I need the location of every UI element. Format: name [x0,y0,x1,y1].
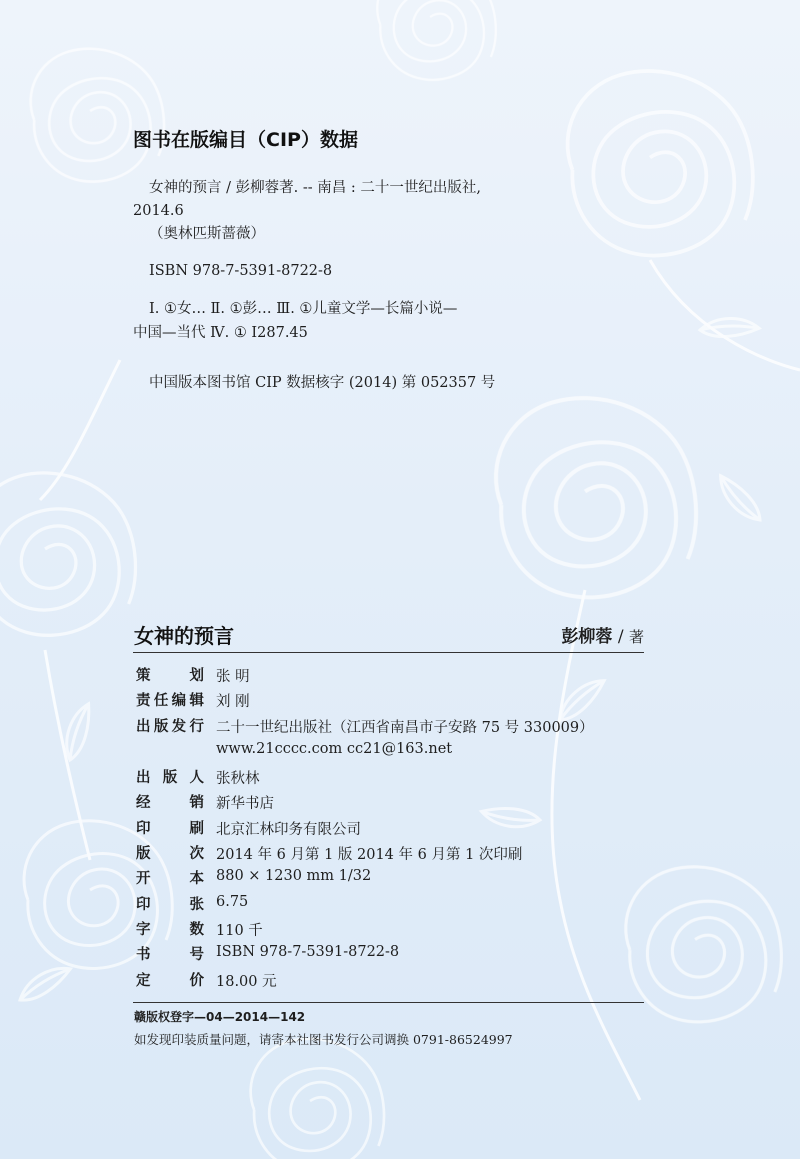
info-label-char: 策 [136,668,151,684]
info-value: 18.00 元 [216,974,277,990]
info-label-char: 划 [189,668,204,684]
info-row [136,664,646,686]
info-label-char: 印 [136,821,151,837]
info-row [136,943,646,965]
info-value: 张秋林 [216,771,260,787]
info-value: 北京汇林印务有限公司 [216,822,361,838]
info-row [136,918,646,940]
info-label-char: 版 [136,846,151,862]
info-label [136,969,204,990]
author-name: 彭柳蓉 [561,627,613,647]
cip-series-line: （奥林匹斯蔷薇） [149,226,265,242]
cip-isbn-line: ISBN 978-7-5391-8722-8 [149,263,333,279]
info-label [136,766,204,787]
author-role: 著 [628,628,644,646]
info-label-char: 次 [189,846,204,862]
info-label-char: 版 [162,770,178,786]
info-label-char: 人 [189,770,204,786]
title-divider [133,652,644,653]
cip-title-line: 女神的预言 / 彭柳蓉著. -- 南昌 : 二十一世纪出版社, [149,180,481,196]
info-label-char: 经 [136,795,151,811]
author-separator: / [617,627,629,647]
info-label-char: 价 [189,973,204,989]
info-label-char: 行 [189,719,204,735]
info-value: 二十一世纪出版社（江西省南昌市子安路 75 号 330009） [216,720,594,736]
info-label [136,791,204,812]
info-label-char: 辑 [189,693,204,709]
footer-divider [133,1002,644,1003]
info-label-char: 印 [136,897,151,913]
info-value: 新华书店 [216,796,274,812]
info-label [136,918,204,939]
info-label-char: 出 [136,770,151,786]
info-label-char: 发 [171,719,187,735]
info-label-char: 销 [189,795,204,811]
info-row [136,817,646,839]
info-label-char: 开 [136,871,151,887]
info-label-char: 责 [136,693,151,709]
info-label-char: 字 [136,922,151,938]
book-author [561,622,644,647]
info-label-char: 书 [136,947,151,963]
info-label [136,893,204,914]
info-value: 2014 年 6 月第 1 版 2014 年 6 月第 1 次印刷 [216,847,523,863]
info-row [136,766,646,788]
info-label [136,842,204,863]
info-value: 880 × 1230 mm 1/32 [216,868,372,884]
copyright-registration: 赣版权登字—04—2014—142 [134,1010,306,1024]
info-label-char: 张 [189,897,204,913]
info-value: ISBN 978-7-5391-8722-8 [216,944,400,960]
info-row [136,689,646,711]
info-value: 刘 刚 [216,694,250,710]
info-row [136,842,646,864]
book-title: 女神的预言 [134,624,234,648]
info-value: 张 明 [216,669,250,685]
info-label [136,867,204,888]
info-row [136,867,646,889]
info-label-char: 数 [189,922,204,938]
info-value: 110 千 [216,923,263,939]
info-label-char: 任 [153,693,169,709]
info-row [136,791,646,813]
info-label [136,689,204,710]
info-row [136,715,646,737]
info-row [136,893,646,915]
info-label-char: 刷 [189,821,204,837]
info-label [136,664,204,685]
info-label-char: 号 [189,947,204,963]
cip-classification-line-2: 中国—当代 Ⅳ. ① I287.45 [133,325,308,341]
info-label-char: 本 [189,871,204,887]
quality-notice: 如发现印装质量问题，请寄本社图书发行公司调换 0791-86524997 [134,1032,513,1047]
info-row [136,740,646,762]
cip-heading: 图书在版编目（CIP）数据 [133,129,358,151]
info-row [136,969,646,991]
info-value: www.21cccc.com cc21@163.net [216,741,453,757]
info-label-char: 出 [136,719,151,735]
cip-verification-line: 中国版本图书馆 CIP 数据核字 (2014) 第 052357 号 [149,375,496,391]
info-label-char: 编 [171,693,187,709]
cip-date-line: 2014.6 [133,203,184,219]
info-label [136,715,204,736]
info-label [136,943,204,964]
info-label [136,817,204,838]
cip-classification-line: Ⅰ. ①女… Ⅱ. ①彭… Ⅲ. ①儿童文学—长篇小说— [149,301,458,317]
info-value: 6.75 [216,894,249,910]
info-label-char: 版 [153,719,169,735]
info-label-char: 定 [136,973,151,989]
